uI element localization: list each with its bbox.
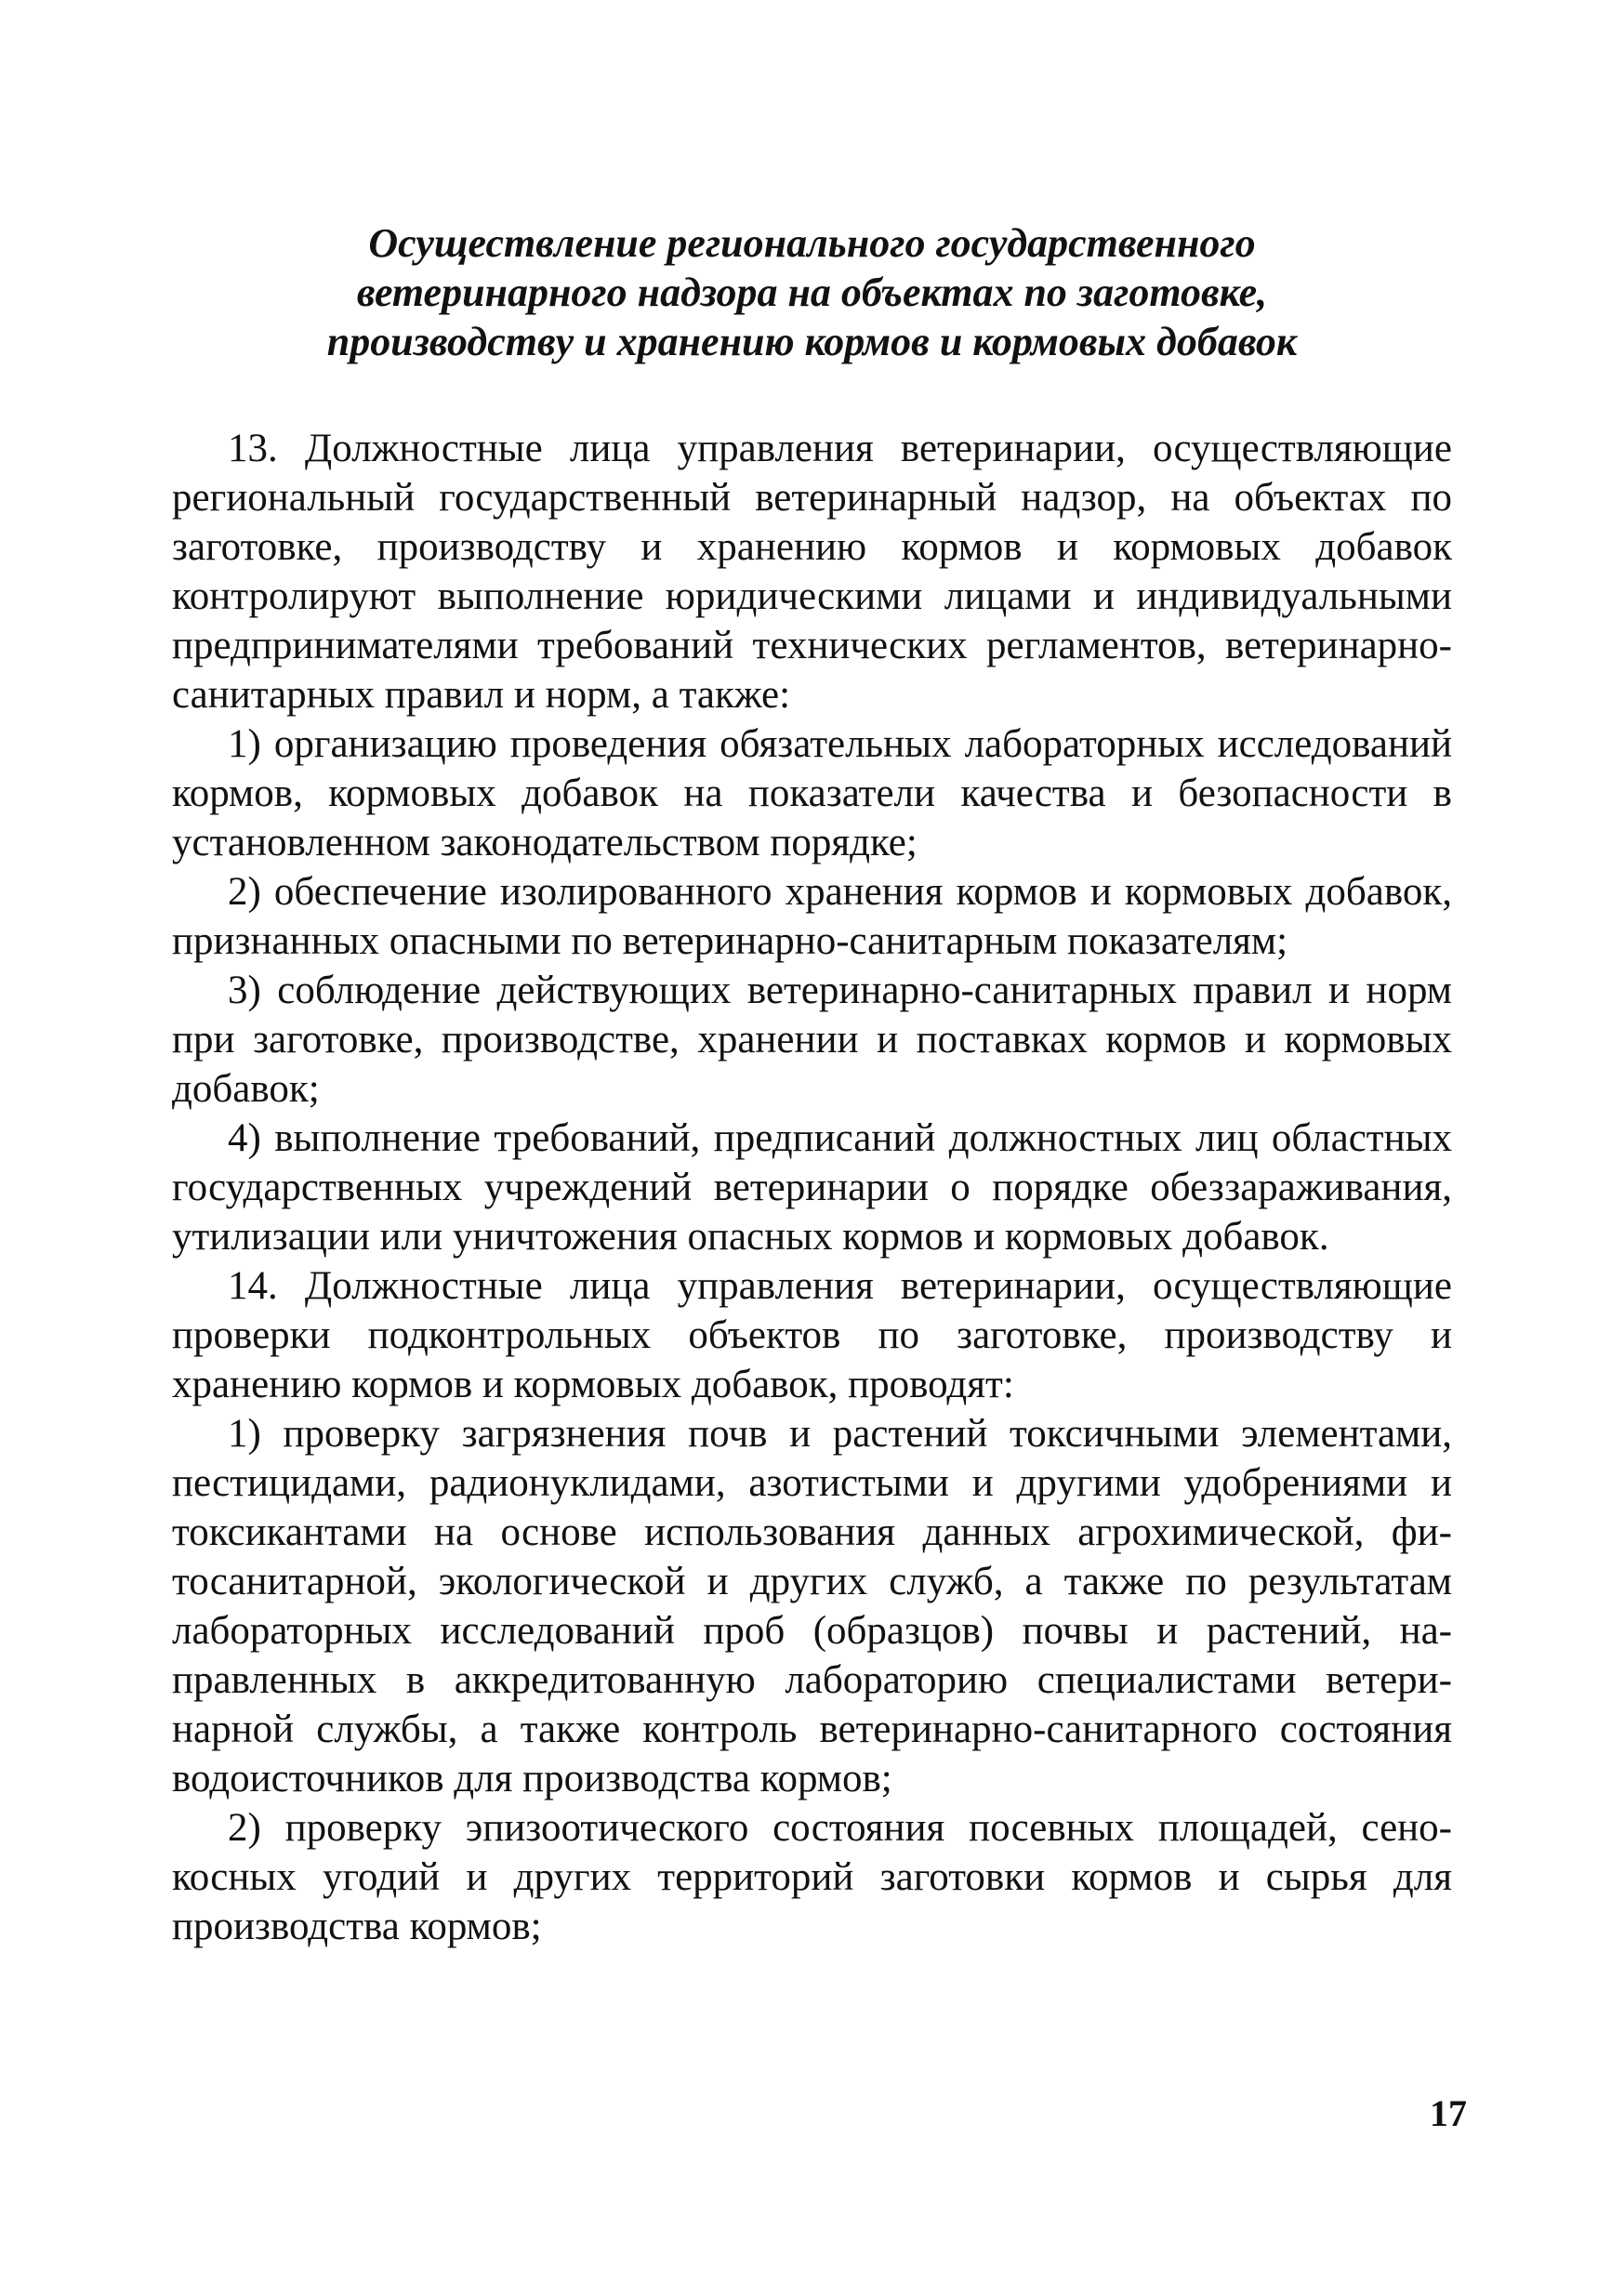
paragraph-14-item-2: 2) проверку эпизоотического состояния посевных площадей, сенокосных угодий и других территорий заготовки кормов и сырья для производства кормов;: [172, 1806, 1452, 1948]
heading-line-2: ветеринарного надзора на объектах по заготовке,: [356, 270, 1268, 315]
section-heading: [186, 218, 1438, 366]
paragraph-14-item-1: 1) проверку загрязнения почв и растений токсичными элементами, пестицидами, радионуклидами, азотистыми и другими удобрениями и токсикантами на основе использования данных агрохимической, фитосанитарной, экологической и других служб, а также по результатам лабораторных исследований проб (образцов) почвы и растений, направленных в аккредитованную лабораторию специалистами ветеринарной службы, а также контроль ветеринарно-санитарного состояния водоисточников для производства кормов;: [172, 1412, 1452, 1800]
heading-line-1: Осуществление регионального государственного: [368, 220, 1256, 266]
paragraph-13-item-3: 3) соблюдение действующих ветеринарно-санитарных правил и норм при заготовке, производстве, хранении и поставках кормов и кормовых добавок;: [172, 969, 1452, 1111]
paragraph-13-item-1: 1) организацию проведения обязательных лабораторных исследований кормов, кормовых добавок на показатели качества и безопасности в установленном законодательством порядке;: [172, 722, 1452, 864]
page-number: 17: [1430, 2092, 1467, 2134]
body-text: [172, 424, 1452, 1951]
paragraph-13-item-4: 4) выполнение требований, предписаний должностных лиц областных государственных учреждений ветеринарии о порядке обеззараживания, утилизации или уничтожения опасных кормов и кормовых добавок.: [172, 1116, 1452, 1259]
paragraph-13: 13. Должностные лица управления ветеринарии, осуществляющие региональный государственный ветеринарный надзор, на объектах по заготовке, производству и хранению кормов и кормовых добавок контролируют выполнение юридическими лицами и индивидуальными предпринимателями требований технических регламентов, ветеринарно-санитарных правил и норм, а также:: [172, 427, 1452, 717]
paragraph-13-item-2: 2) обеспечение изолированного хранения кормов и кормовых добавок, признанных опасными по ветеринарно-санитарным показателям;: [172, 870, 1452, 963]
heading-line-3: производству и хранению кормов и кормовых добавок: [326, 319, 1298, 364]
paragraph-14: 14. Должностные лица управления ветеринарии, осуществляющие проверки подконтрольных объектов по заготовке, производству и хранению кормов и кормовых добавок, проводят:: [172, 1264, 1452, 1406]
